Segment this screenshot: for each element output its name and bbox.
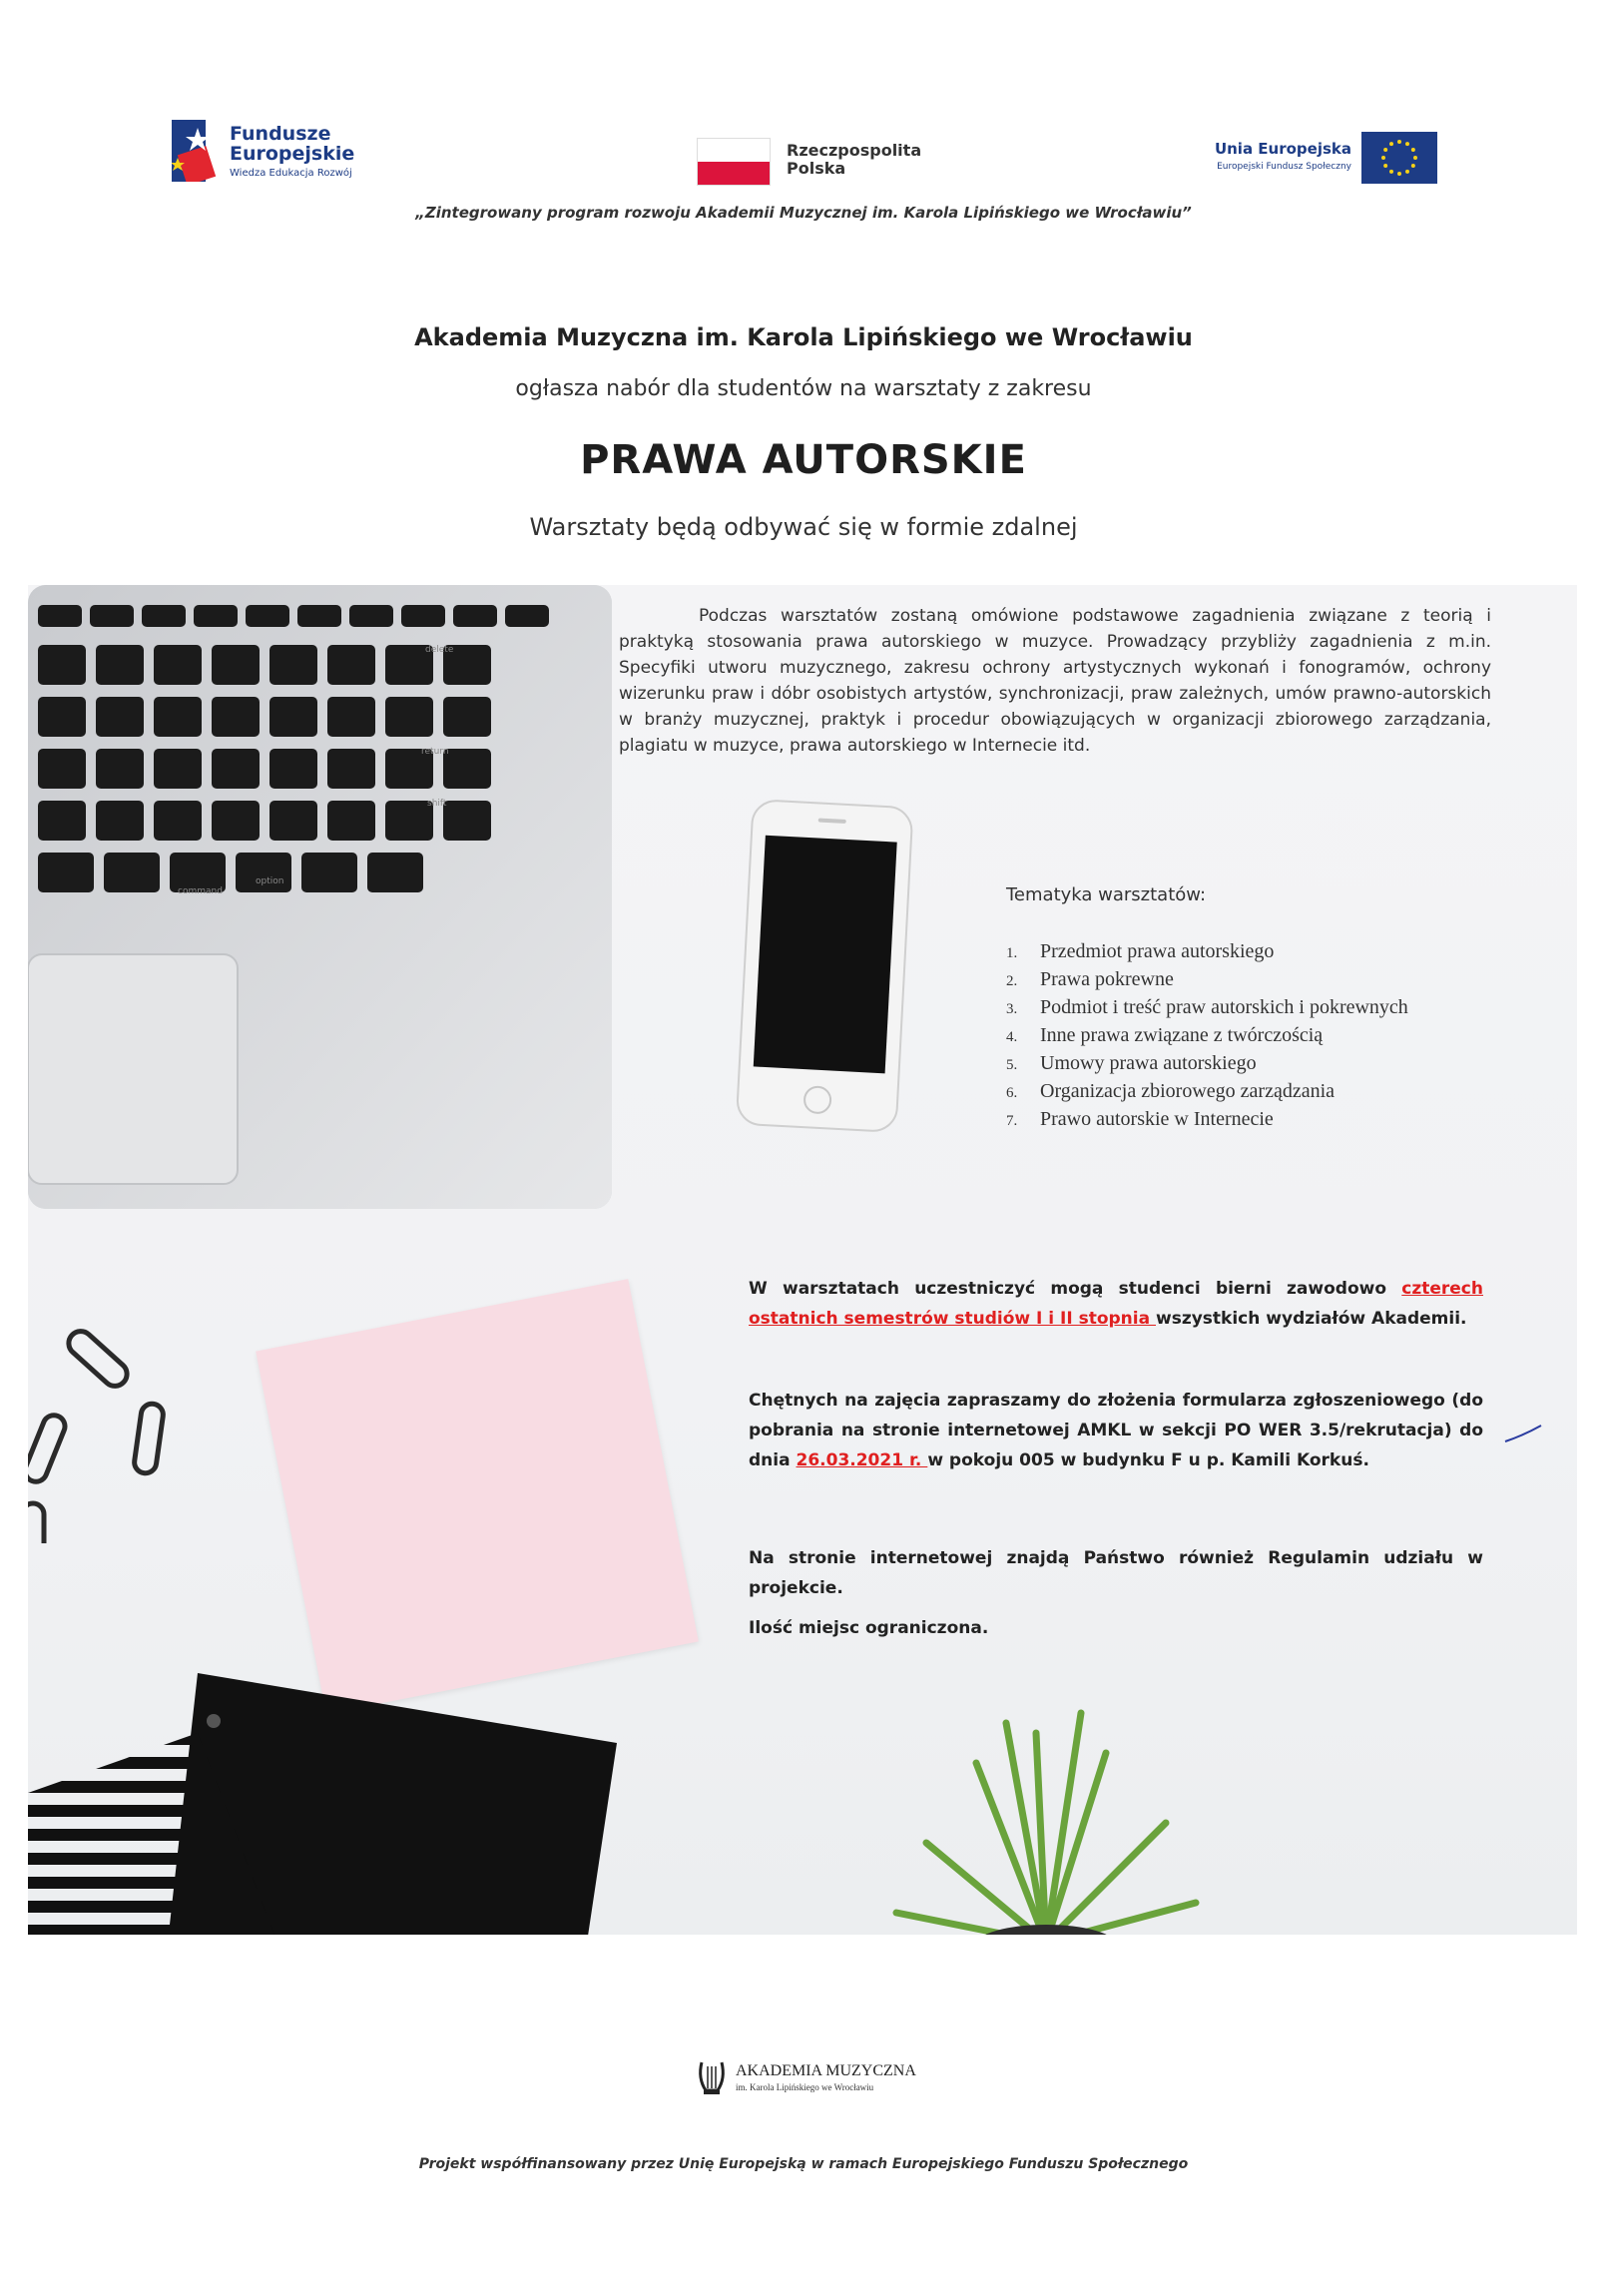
fe-logo (172, 120, 381, 184)
keyboard-key (212, 645, 260, 685)
application-text-end: w pokoju 005 w budynku F u p. Kamili Korkuś. (927, 1450, 1369, 1470)
regulations-paragraph: Na stronie internetowej znajdą Państwo również Regulamin udziału w projekcie. (749, 1548, 1483, 1598)
topic-item (1006, 1050, 1505, 1078)
notebook-illustration (28, 1673, 647, 1935)
page-subtitle: Warsztaty będą odbywać się w formie zdalnej (529, 513, 1078, 541)
phone-illustration (725, 799, 924, 1138)
keyboard-key (96, 645, 144, 685)
topics-heading: Tematyka warsztatów: (1006, 884, 1207, 905)
application-text: Chętnych na zajęcia zapraszamy do złożenia formularza zgłoszeniowego (do pobrania na stronie internetowej AMKL w sekcji PO WER 3.5/rekrutacja) do dnia (749, 1391, 1483, 1470)
fe-logo-sub: Wiedza Edukacja Rozwój (230, 168, 352, 179)
topic-text: Inne prawa związane z twórczością (1040, 1024, 1324, 1046)
topic-item (1006, 966, 1505, 994)
keyboard-key (154, 645, 202, 685)
ue-logo-title: Unia Europejska (1214, 140, 1351, 158)
keyboard-key (38, 853, 94, 892)
topic-text: Umowy prawa autorskiego (1040, 1052, 1257, 1074)
eu-star-icon (1405, 142, 1409, 146)
eligibility-text-end: wszystkich wydziałów Akademii. (1156, 1309, 1467, 1329)
keyboard-key (401, 605, 445, 627)
eu-star-icon (1383, 164, 1387, 168)
rp-logo (697, 138, 956, 188)
topic-item (1006, 1078, 1505, 1106)
paperclips-illustration (28, 1314, 208, 1543)
keyboard-key (327, 645, 375, 685)
topic-number: 4. (1006, 1029, 1018, 1045)
rp-logo-line2: Polska (787, 159, 846, 178)
lyre-icon (696, 2056, 728, 2096)
academy-logo-sub: im. Karola Lipińskiego we Wrocławiu (736, 2082, 874, 2092)
topic-item (1006, 994, 1505, 1022)
key-return-label: return (421, 747, 449, 757)
key-option-label: option (256, 876, 284, 886)
keyboard-key (297, 605, 341, 627)
keyboard-key (38, 749, 86, 789)
topic-text: Prawa pokrewne (1040, 968, 1174, 990)
topic-number: 3. (1006, 1001, 1018, 1017)
keyboard-key (90, 605, 134, 627)
topic-text: Organizacja zbiorowego zarządzania (1040, 1080, 1336, 1102)
footer-funding-note: Projekt współfinansowany przez Unię Europejską w ramach Europejskiego Funduszu Społecznego (418, 2156, 1189, 2172)
key-command-label: command (178, 886, 223, 896)
topic-number: 5. (1006, 1057, 1018, 1073)
keyboard-key (269, 749, 317, 789)
topic-item (1006, 1106, 1505, 1134)
keyboard-key (269, 801, 317, 841)
keyboard-key (104, 853, 160, 892)
keyboard-key (96, 697, 144, 737)
eu-star-icon (1381, 156, 1385, 160)
eligibility-paragraph (749, 1274, 1483, 1334)
eligibility-highlight: czterech ostatnich semestrów studiów I i II stopnia (749, 1279, 1483, 1329)
keyboard-key (301, 853, 357, 892)
keyboard-key (154, 749, 202, 789)
ue-logo (1138, 132, 1437, 188)
keyboard-key (212, 749, 260, 789)
application-paragraph (749, 1386, 1483, 1475)
keyboard-key (142, 605, 186, 627)
sticky-note (256, 1279, 699, 1714)
limited-seats-note: Ilość miejsc ograniczona. (749, 1618, 989, 1638)
keyboard-key (385, 801, 433, 841)
desk-photo (28, 585, 1577, 1935)
keyboard-key (453, 605, 497, 627)
keyboard-key (38, 801, 86, 841)
keyboard-key (154, 697, 202, 737)
keyboard-key (505, 605, 549, 627)
topics-list (1006, 938, 1505, 1134)
eu-flag-icon (1361, 132, 1437, 184)
keyboard-key (443, 801, 491, 841)
eu-star-icon (1405, 170, 1409, 174)
keyboard-key (154, 801, 202, 841)
topic-number: 7. (1006, 1113, 1018, 1129)
keyboard-key (194, 605, 238, 627)
fe-logo-line1: Fundusze (230, 123, 331, 145)
key-delete-label: delete (425, 645, 454, 655)
intro-paragraph: Podczas warsztatów zostaną omówione podstawowe zagadnienia związane z teorią i praktyką stosowania prawa autorskiego w muzyce. Prowadzący przybliży zagadnienia z m.in. Specyfiki utworu muzycznego, zakresu ochrony artystycznych wykonań i fonogramów, ochrony wizerunku praw i dóbr osobistych artystów, synchronizacji, praw zależnych, umów prawno-autorskich w branży muzycznej, praktyk i procedur obowiązujących w organizacji zbiorowego zarządzania, plagiatu w muzyce, prawa autorskiego w Internecie itd. (619, 606, 1491, 756)
eu-star-icon (1411, 164, 1415, 168)
key-shift-label: shift (427, 799, 447, 809)
topic-number: 2. (1006, 973, 1018, 989)
academy-logo-title: AKADEMIA MUZYCZNA (736, 2062, 916, 2079)
keyboard-key (367, 853, 423, 892)
topic-number: 1. (1006, 945, 1018, 961)
ue-logo-sub: Europejski Fundusz Społeczny (1217, 162, 1351, 172)
topic-item (1006, 938, 1505, 966)
deadline-date: 26.03.2021 r. (796, 1450, 928, 1470)
keyboard-key (269, 697, 317, 737)
keyboard-key (327, 697, 375, 737)
eu-star-icon (1397, 172, 1401, 176)
page-title: PRAWA AUTORSKIE (580, 437, 1027, 483)
plant-illustration (856, 1673, 1236, 1935)
eu-star-icon (1389, 170, 1393, 174)
topic-text: Prawo autorskie w Internecie (1040, 1108, 1274, 1130)
pen-mark (1503, 1422, 1543, 1445)
keyboard-key (236, 853, 291, 892)
keyboard-key (246, 605, 289, 627)
keyboard-key (38, 605, 82, 627)
eu-star-icon (1383, 148, 1387, 152)
topic-text: Przedmiot prawa autorskiego (1040, 940, 1275, 962)
keyboard-key (327, 749, 375, 789)
keyboard-key (269, 645, 317, 685)
notebook-stripe (28, 1877, 287, 1889)
keyboard-key (96, 749, 144, 789)
keyboard-key (212, 801, 260, 841)
academy-logo (696, 2056, 935, 2100)
notebook-stripe (28, 1901, 287, 1913)
eligibility-text: W warsztatach uczestniczyć mogą studenci bierni zawodowo (749, 1279, 1402, 1299)
laptop-illustration (28, 585, 627, 1224)
keyboard-key (96, 801, 144, 841)
topic-item (1006, 1022, 1505, 1050)
announcement-line: ogłasza nabór dla studentów na warsztaty z zakresu (515, 376, 1092, 401)
eu-star-icon (1389, 142, 1393, 146)
eu-star-icon (1411, 148, 1415, 152)
rp-logo-line1: Rzeczpospolita (787, 141, 922, 160)
keyboard-key (38, 697, 86, 737)
eu-star-icon (1413, 156, 1417, 160)
keyboard-key (327, 801, 375, 841)
notebook-stripe (28, 1925, 287, 1935)
fe-logo-icon (172, 120, 232, 182)
eu-star-icon (1397, 140, 1401, 144)
topic-text: Podmiot i treść praw autorskich i pokrewnych (1040, 996, 1408, 1018)
organization-name: Akademia Muzyczna im. Karola Lipińskiego we Wrocławiu (414, 323, 1193, 351)
fe-logo-line2: Europejskie (230, 143, 355, 165)
keyboard-key (38, 645, 86, 685)
keyboard-key (349, 605, 393, 627)
keyboard-key (212, 697, 260, 737)
polish-flag-icon (697, 138, 771, 186)
keyboard-key (443, 697, 491, 737)
keyboard-key (443, 749, 491, 789)
topic-number: 6. (1006, 1085, 1018, 1101)
program-name: „Zintegrowany program rozwoju Akademii Muzycznej im. Karola Lipińskiego we Wrocławiu” (415, 204, 1192, 222)
keyboard-key (385, 697, 433, 737)
